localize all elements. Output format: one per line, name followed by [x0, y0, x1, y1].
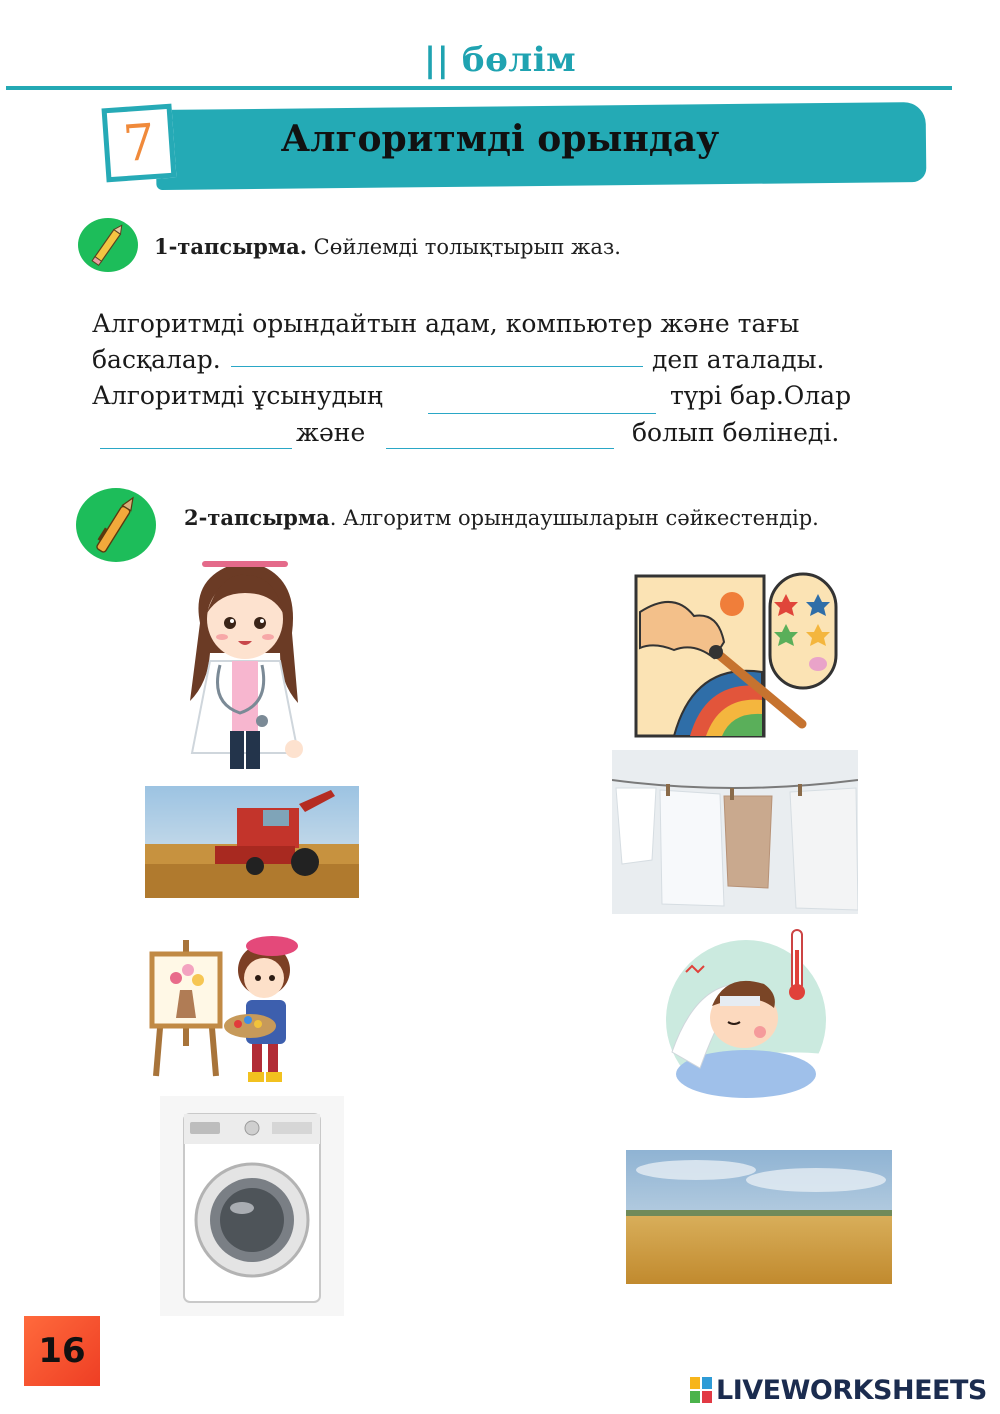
task1-heading [154, 234, 621, 259]
wheat-field-image[interactable] [626, 1150, 892, 1284]
brand-text: LIVEWORKSHEETS [716, 1374, 987, 1406]
answer-blank-4[interactable] [386, 448, 614, 449]
task1-line2a: басқалар. [92, 345, 221, 374]
task1-line1: Алгоритмді орындайтын адам, компьютер және тағы [92, 309, 800, 338]
sick-boy-image[interactable] [656, 924, 838, 1102]
liveworksheets-icon [690, 1377, 712, 1403]
task2-heading [184, 505, 819, 530]
task1-line2b: деп аталады. [652, 345, 825, 374]
liveworksheets-logo [690, 1372, 987, 1408]
answer-blank-2[interactable] [428, 413, 656, 414]
task1-label: 1-тапсырма. [154, 234, 307, 259]
header-divider [6, 86, 952, 90]
answer-blank-3[interactable] [100, 448, 292, 449]
answer-blank-1[interactable] [231, 366, 643, 367]
task1-line3a: Алгоритмді ұсынудың [92, 381, 383, 410]
task1-line4b: болып бөлінеді. [632, 418, 840, 447]
pencil-icon [78, 218, 138, 272]
painting-palette-image[interactable] [634, 572, 838, 740]
task1-line3b: түрі бар.Олар [670, 381, 852, 410]
task2-instruction: . Алгоритм орындаушыларын сәйкестендір. [329, 506, 819, 530]
task2-label: 2-тапсырма [184, 505, 330, 530]
section-title: || бөлім [423, 40, 577, 80]
doctor-girl-image[interactable] [180, 553, 310, 771]
laundry-line-image[interactable] [612, 750, 858, 914]
combine-harvester-image[interactable] [145, 786, 359, 898]
task1-instruction: Сөйлемді толықтырып жаз. [307, 235, 621, 259]
girl-painter-image[interactable] [146, 926, 312, 1086]
washing-machine-image[interactable] [160, 1096, 344, 1316]
task1-line4a: және [296, 418, 366, 447]
chapter-number: 7 [102, 104, 177, 183]
page-number: 16 [24, 1316, 100, 1386]
pen-icon [76, 488, 156, 562]
chapter-title: Алгоритмді орындау [280, 118, 720, 160]
